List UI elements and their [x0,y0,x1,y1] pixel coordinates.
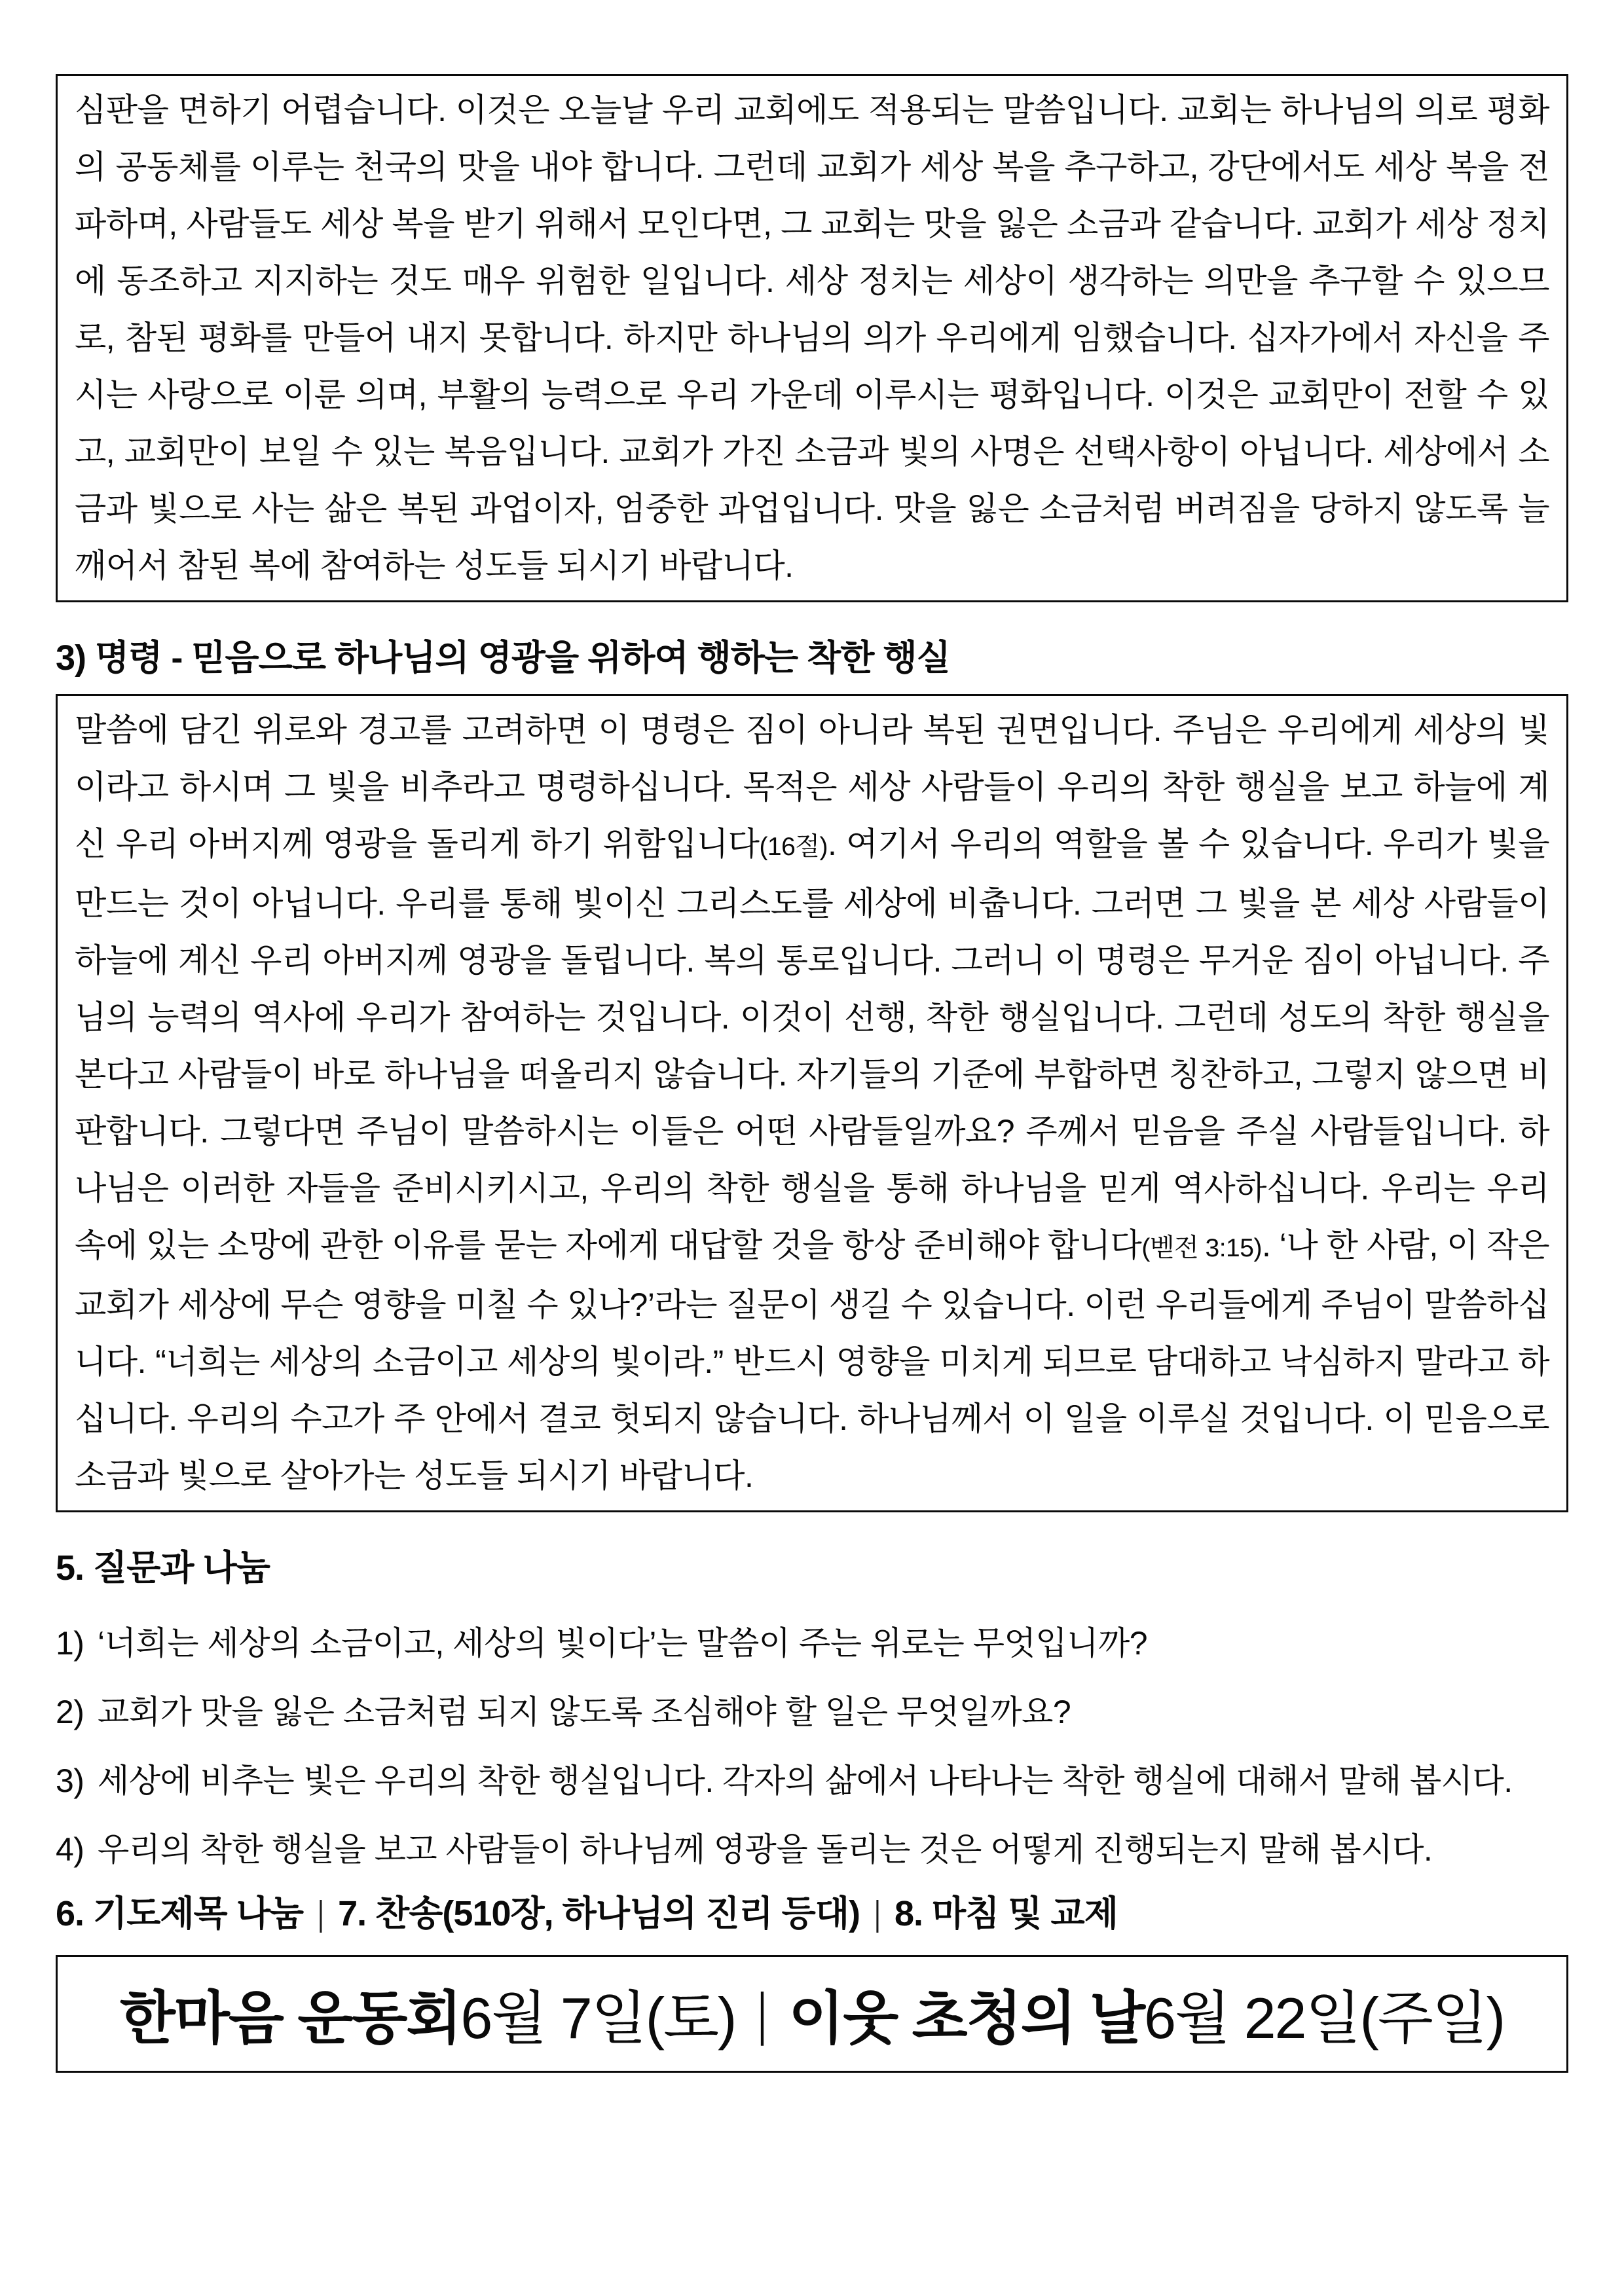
question-item [56,1613,1568,1674]
text-segment: (16절) [759,833,828,861]
command-paragraph [75,702,1549,1504]
service-order-item: 6. 기도제목 나눔 [56,1894,304,1933]
text-segment: . ‘나 한 사람, 이 작은 교회가 세상에 무슨 영향을 미칠 수 있나?’라는 질문이 생길 수 있습니다. 이런 우리들에게 주님이 말씀하십니다. “너희는 세상의 소금이고 세상의 빛이라.” 반드시 영향을 미치게 되므로 담대하고 낙심하지 말라고 하십니다. 우리의 수고가 주 안에서 결코 헛되지 않습니다. 하나님께서 이 일을 이루실 것입니다. 이 믿음으로 소금과 빛으로 살아가는 성도들 되시기 바랍니다. [75,1227,1549,1494]
service-order-line [56,1895,1568,1933]
command-paragraph-box [56,694,1568,1512]
question-text: 교회가 맛을 잃은 소금처럼 되지 않도록 조심해야 할 일은 무엇일까요? [98,1694,1071,1730]
section-3-heading: 3) 명령 - 믿음으로 하나님의 영광을 위하여 행하는 착한 행실 [56,638,950,678]
conclusion-paragraph-box [56,74,1568,602]
question-number: 1) [56,1625,84,1662]
service-order-item: 7. 찬송(510장, 하나님의 진리 등대) [338,1894,860,1933]
question-text: 세상에 비추는 빛은 우리의 착한 행실입니다. 각자의 삶에서 나타나는 착한 행실에 대해서 말해 봅시다. [98,1762,1513,1799]
page-content [56,0,1568,2073]
service-order-item: 8. 마침 및 교제 [895,1894,1118,1933]
announcement-banner [56,1955,1568,2073]
conclusion-paragraph [75,82,1549,594]
question-text: ‘너희는 세상의 소금이고, 세상의 빛이다’는 말씀이 주는 위로는 무엇입니까? [98,1625,1148,1662]
question-item [56,1751,1568,1812]
question-number: 3) [56,1762,84,1799]
question-text: 우리의 착한 행실을 보고 사람들이 하나님께 영광을 돌리는 것은 어떻게 진행되는지 말해 봅시다. [98,1831,1433,1868]
questions-heading: 5. 질문과 나눔 [56,1548,270,1588]
text-segment: . 여기서 우리의 역할을 볼 수 있습니다. 우리가 빛을 만드는 것이 아닙니다. 우리를 통해 빛이신 그리스도를 세상에 비춥니다. 그러면 그 빛을 본 세상 사람들이 하늘에 계신 우리 아버지께 영광을 돌립니다. 복의 통로입니다. 그러니 이 명령은 무거운 짐이 아닙니다. 주님의 능력의 역사에 우리가 참여하는 것입니다. 이것이 선행, 착한 행실입니다. 그런데 성도의 착한 행실을 본다고 사람들이 바로 하나님을 떠올리지 않습니다. 자기들의 기준에 부합하면 칭찬하고, 그렇지 않으면 비판합니다. 그렇다면 주님이 말씀하시는 이들은 어떤 사람들일까요? 주께서 믿음을 주실 사람들입니다. 하나님은 이러한 자들을 준비시키시고, 우리의 착한 행실을 통해 하나님을 믿게 역사하십니다. 우리는 우리 속에 있는 소망에 관한 이유를 묻는 자에게 대답할 것을 항상 준비해야 합니다 [75,826,1549,1264]
text-segment: 6월 22일(주일) [1144,1986,1505,2050]
text-segment: 심판을 면하기 어렵습니다. 이것은 오늘날 우리 교회에도 적용되는 말씀입니다. 교회는 하나님의 의로 평화의 공동체를 이루는 천국의 맛을 내야 합니다. 그런데 교회가 세상 복을 추구하고, 강단에서도 세상 복을 전파하며, 사람들도 세상 복을 받기 위해서 모인다면, 그 교회는 맛을 잃은 소금과 같습니다. 교회가 세상 정치에 동조하고 지지하는 것도 매우 위험한 일입니다. 세상 정치는 세상이 생각하는 의만을 추구할 수 있으므로, 참된 평화를 만들어 내지 못합니다. 하지만 하나님의 의가 우리에게 임했습니다. 십자가에서 자신을 주시는 사랑으로 이룬 의며, 부활의 능력으로 우리 가운데 이루시는 평화입니다. 이것은 교회만이 전할 수 있고, 교회만이 보일 수 있는 복음입니다. 교회가 가진 소금과 빛의 사명은 선택사항이 아닙니다. 세상에서 소금과 빛으로 사는 삶은 복된 과업이자, 엄중한 과업입니다. 맛을 잃은 소금처럼 버려짐을 당하지 않도록 늘 깨어서 참된 복에 참여하는 성도들 되시기 바랍니다. [75,92,1549,584]
question-item [56,1819,1568,1880]
text-segment: 한마음 운동회 [119,1986,461,2050]
text-segment: 6월 7일(토) [460,1986,736,2050]
text-segment: 말씀에 담긴 위로와 경고를 고려하면 이 명령은 짐이 아니라 복된 권면입니다. 주님은 우리에게 세상의 빛이라고 하시며 그 빛을 비추라고 명령하십니다. 목적은 세상 사람들이 우리의 착한 행실을 보고 하늘에 계신 우리 아버지께 영광을 돌리게 하기 위함입니다 [75,712,1549,862]
separator-bar: | [758,1981,767,2046]
question-item [56,1682,1568,1743]
text-segment: (벧전 3:15) [1141,1234,1262,1262]
questions-list [56,1613,1568,1880]
separator-bar: | [874,1894,881,1933]
separator-bar: | [317,1894,324,1933]
question-number: 2) [56,1694,84,1730]
question-number: 4) [56,1831,84,1868]
text-segment: 이웃 초청의 날 [788,1986,1145,2050]
